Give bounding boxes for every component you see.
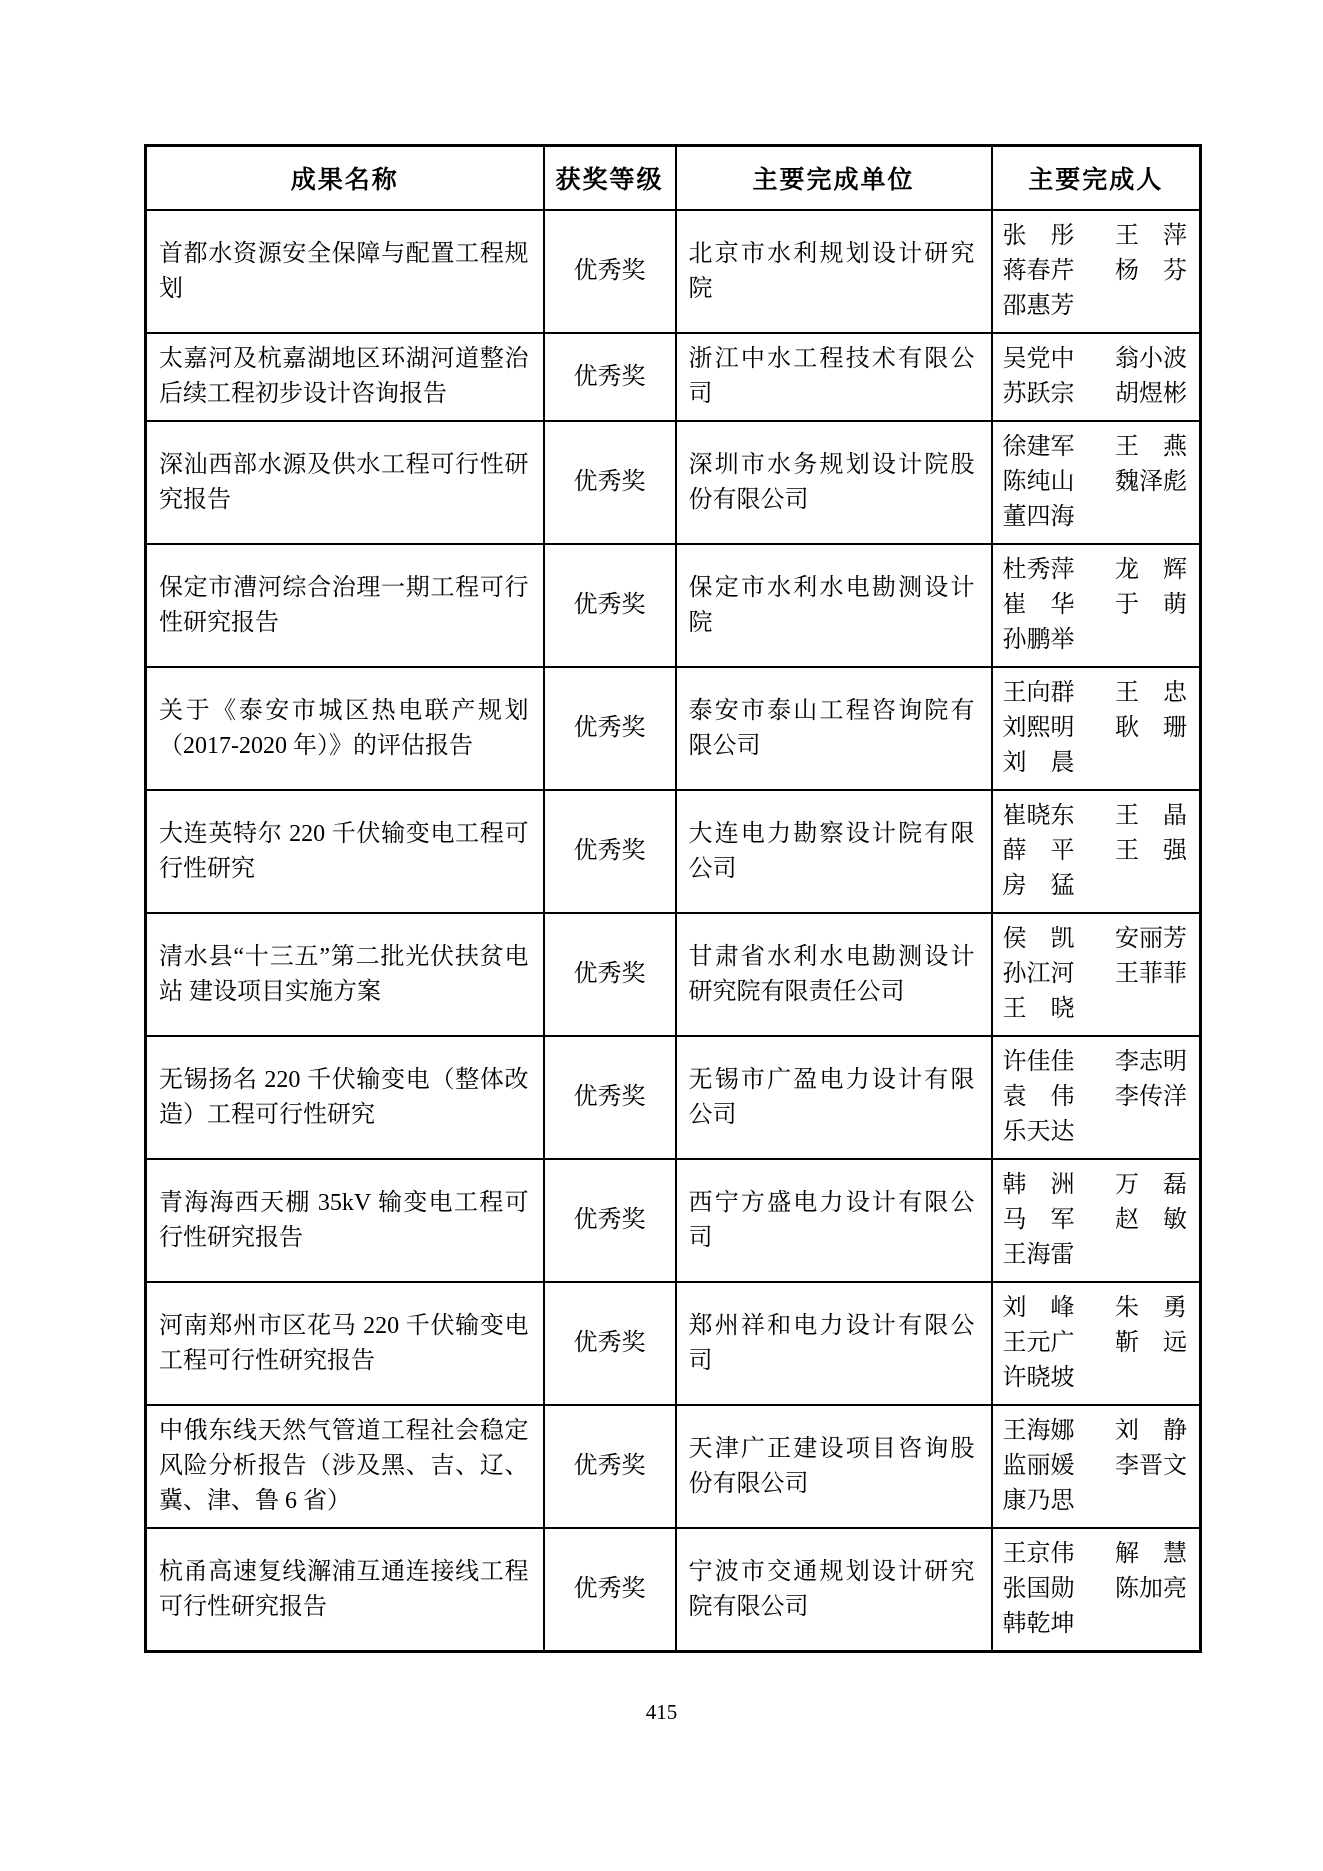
person-name-line (1003, 1203, 1188, 1238)
table-row (146, 1159, 1201, 1282)
main-unit-cell: 西宁方盛电力设计有限公司 (676, 1159, 992, 1282)
person-name: 王 晶 (1115, 803, 1187, 829)
main-people-cell (992, 913, 1201, 1036)
person-name-line (1003, 342, 1188, 377)
person-name: 马 军 (1002, 1207, 1075, 1233)
table-row (146, 913, 1201, 1036)
person-name-line (1003, 1414, 1188, 1449)
award-level-cell: 优秀奖 (544, 544, 676, 667)
main-people-cell (992, 421, 1201, 544)
person-name: 李志明 (1115, 1049, 1187, 1075)
person-name: 乐天达 (1002, 1119, 1075, 1145)
achievement-name-cell: 大连英特尔 220 千伏输变电工程可行性研究 (146, 790, 544, 913)
person-name: 李传洋 (1115, 1084, 1187, 1110)
awards-table (144, 144, 1202, 1653)
person-name: 安丽芳 (1115, 926, 1187, 952)
person-name: 王海娜 (1002, 1418, 1075, 1444)
main-unit-cell: 宁波市交通规划设计研究院有限公司 (676, 1528, 992, 1652)
award-level-cell: 优秀奖 (544, 421, 676, 544)
main-people-cell (992, 790, 1201, 913)
person-name: 孙江河 (1002, 961, 1075, 987)
achievement-name-cell: 无锡扬名 220 千伏输变电（整体改造）工程可行性研究 (146, 1036, 544, 1159)
person-name-line (1003, 1115, 1188, 1150)
main-people-cell (992, 1282, 1201, 1405)
person-name-line (1003, 1449, 1188, 1484)
achievement-name-cell: 河南郑州市区花马 220 千伏输变电工程可行性研究报告 (146, 1282, 544, 1405)
person-name: 赵 敏 (1115, 1207, 1187, 1233)
table-row (146, 1528, 1201, 1652)
person-name: 康乃思 (1002, 1488, 1075, 1514)
person-name: 翁小波 (1115, 346, 1187, 372)
person-name-line (1003, 1607, 1188, 1642)
person-name: 王海雷 (1002, 1242, 1075, 1268)
achievement-name-cell: 首都水资源安全保障与配置工程规划 (146, 210, 544, 333)
table-row (146, 1405, 1201, 1528)
person-name-line (1003, 1361, 1188, 1396)
table-row (146, 544, 1201, 667)
award-level-cell: 优秀奖 (544, 1528, 676, 1652)
person-name-line (1003, 377, 1188, 412)
person-name-line (1003, 430, 1188, 465)
person-name: 杜秀萍 (1002, 557, 1075, 583)
main-people-cell (992, 1036, 1201, 1159)
main-unit-cell: 深圳市水务规划设计院股份有限公司 (676, 421, 992, 544)
person-name-line (1003, 799, 1188, 834)
award-level-cell: 优秀奖 (544, 333, 676, 421)
person-name: 王向群 (1002, 680, 1075, 706)
award-level-cell: 优秀奖 (544, 667, 676, 790)
achievement-name-cell: 太嘉河及杭嘉湖地区环湖河道整治后续工程初步设计咨询报告 (146, 333, 544, 421)
person-name: 韩 洲 (1002, 1172, 1075, 1198)
award-level-cell: 优秀奖 (544, 1159, 676, 1282)
main-unit-cell: 保定市水利水电勘测设计院 (676, 544, 992, 667)
col-header-award-level: 获奖等级 (544, 146, 676, 211)
person-name-line (1003, 254, 1188, 289)
person-name-line (1003, 676, 1188, 711)
achievement-name-cell: 清水县“十三五”第二批光伏扶贫电站 建设项目实施方案 (146, 913, 544, 1036)
person-name: 房 猛 (1002, 873, 1075, 899)
person-name-line (1003, 623, 1188, 658)
table-row (146, 333, 1201, 421)
person-name: 薛 平 (1002, 838, 1075, 864)
person-name: 刘 晨 (1002, 750, 1075, 776)
main-unit-cell: 天津广正建设项目咨询股份有限公司 (676, 1405, 992, 1528)
table-row (146, 1282, 1201, 1405)
table-header-row (146, 146, 1201, 211)
person-name: 王 晓 (1002, 996, 1075, 1022)
person-name: 张 彤 (1002, 223, 1075, 249)
person-name: 崔晓东 (1002, 803, 1075, 829)
person-name-line (1003, 922, 1188, 957)
award-level-cell: 优秀奖 (544, 1036, 676, 1159)
award-level-cell: 优秀奖 (544, 913, 676, 1036)
person-name-line (1003, 588, 1188, 623)
person-name: 胡煜彬 (1115, 381, 1187, 407)
main-people-cell (992, 1528, 1201, 1652)
person-name: 许晓坡 (1002, 1365, 1075, 1391)
achievement-name-cell: 杭甬高速复线澥浦互通连接线工程可行性研究报告 (146, 1528, 544, 1652)
person-name: 靳 远 (1115, 1330, 1187, 1356)
achievement-name-cell: 深汕西部水源及供水工程可行性研究报告 (146, 421, 544, 544)
person-name: 龙 辉 (1115, 557, 1187, 583)
main-people-cell (992, 667, 1201, 790)
main-people-cell (992, 1159, 1201, 1282)
main-people-cell (992, 333, 1201, 421)
person-name: 杨 芬 (1115, 258, 1187, 284)
person-name: 蒋春芹 (1002, 258, 1075, 284)
main-unit-cell: 北京市水利规划设计研究院 (676, 210, 992, 333)
person-name: 王京伟 (1002, 1541, 1075, 1567)
achievement-name-cell: 青海海西天棚 35kV 输变电工程可行性研究报告 (146, 1159, 544, 1282)
person-name: 王菲菲 (1115, 961, 1187, 987)
main-people-cell (992, 1405, 1201, 1528)
person-name: 万 磊 (1115, 1172, 1187, 1198)
main-unit-cell: 无锡市广盈电力设计有限公司 (676, 1036, 992, 1159)
person-name: 王元广 (1002, 1330, 1075, 1356)
person-name-line (1003, 869, 1188, 904)
col-header-achievement-name: 成果名称 (146, 146, 544, 211)
table-row (146, 790, 1201, 913)
person-name-line (1003, 289, 1188, 324)
person-name: 吴党中 (1002, 346, 1075, 372)
person-name: 于 萌 (1115, 592, 1187, 618)
person-name-line (1003, 1572, 1188, 1607)
col-header-main-people: 主要完成人 (992, 146, 1201, 211)
person-name-line (1003, 500, 1188, 535)
table-row (146, 1036, 1201, 1159)
award-level-cell: 优秀奖 (544, 210, 676, 333)
person-name: 王 强 (1115, 838, 1187, 864)
main-unit-cell: 郑州祥和电力设计有限公司 (676, 1282, 992, 1405)
person-name: 陈纯山 (1002, 469, 1075, 495)
person-name-line (1003, 992, 1188, 1027)
person-name-line (1003, 465, 1188, 500)
main-people-cell (992, 544, 1201, 667)
person-name-line (1003, 1537, 1188, 1572)
person-name-line (1003, 1291, 1188, 1326)
person-name: 董四海 (1002, 504, 1075, 530)
person-name: 监丽媛 (1002, 1453, 1075, 1479)
table-row (146, 210, 1201, 333)
person-name: 许佳佳 (1002, 1049, 1075, 1075)
person-name-line (1003, 1326, 1188, 1361)
table-row (146, 667, 1201, 790)
main-unit-cell: 大连电力勘察设计院有限公司 (676, 790, 992, 913)
person-name: 徐建军 (1002, 434, 1075, 460)
award-level-cell: 优秀奖 (544, 1282, 676, 1405)
person-name: 邵惠芳 (1002, 293, 1075, 319)
person-name: 耿 珊 (1115, 715, 1187, 741)
person-name: 韩乾坤 (1002, 1611, 1075, 1637)
person-name: 朱 勇 (1115, 1295, 1187, 1321)
person-name: 袁 伟 (1002, 1084, 1075, 1110)
person-name-line (1003, 1168, 1188, 1203)
person-name-line (1003, 1484, 1188, 1519)
main-unit-cell: 浙江中水工程技术有限公司 (676, 333, 992, 421)
person-name: 李晋文 (1115, 1453, 1187, 1479)
person-name: 刘熙明 (1002, 715, 1075, 741)
award-level-cell: 优秀奖 (544, 790, 676, 913)
achievement-name-cell: 关于《泰安市城区热电联产规划（2017-2020 年）》的评估报告 (146, 667, 544, 790)
person-name: 解 慧 (1115, 1541, 1187, 1567)
person-name: 侯 凯 (1002, 926, 1075, 952)
person-name: 刘 峰 (1002, 1295, 1075, 1321)
person-name-line (1003, 1238, 1188, 1273)
person-name: 孙鹏举 (1002, 627, 1075, 653)
achievement-name-cell: 中俄东线天然气管道工程社会稳定风险分析报告（涉及黑、吉、辽、冀、津、鲁 6 省） (146, 1405, 544, 1528)
table-row (146, 421, 1201, 544)
person-name: 苏跃宗 (1002, 381, 1075, 407)
person-name: 王 萍 (1115, 223, 1187, 249)
person-name-line (1003, 711, 1188, 746)
main-unit-cell: 泰安市泰山工程咨询院有限公司 (676, 667, 992, 790)
person-name-line (1003, 1080, 1188, 1115)
person-name-line (1003, 553, 1188, 588)
person-name-line (1003, 957, 1188, 992)
person-name: 王 忠 (1115, 680, 1187, 706)
person-name: 张国勋 (1002, 1576, 1075, 1602)
person-name-line (1003, 746, 1188, 781)
person-name-line (1003, 219, 1188, 254)
person-name: 陈加亮 (1115, 1576, 1187, 1602)
person-name-line (1003, 834, 1188, 869)
main-unit-cell: 甘肃省水利水电勘测设计研究院有限责任公司 (676, 913, 992, 1036)
person-name-line (1003, 1045, 1188, 1080)
main-people-cell (992, 210, 1201, 333)
page-number: 415 (645, 1700, 678, 1724)
person-name: 崔 华 (1002, 592, 1075, 618)
achievement-name-cell: 保定市漕河综合治理一期工程可行性研究报告 (146, 544, 544, 667)
col-header-main-unit: 主要完成单位 (676, 146, 992, 211)
award-level-cell: 优秀奖 (544, 1405, 676, 1528)
person-name: 王 燕 (1115, 434, 1187, 460)
person-name: 刘 静 (1115, 1418, 1187, 1444)
person-name: 魏泽彪 (1115, 469, 1187, 495)
